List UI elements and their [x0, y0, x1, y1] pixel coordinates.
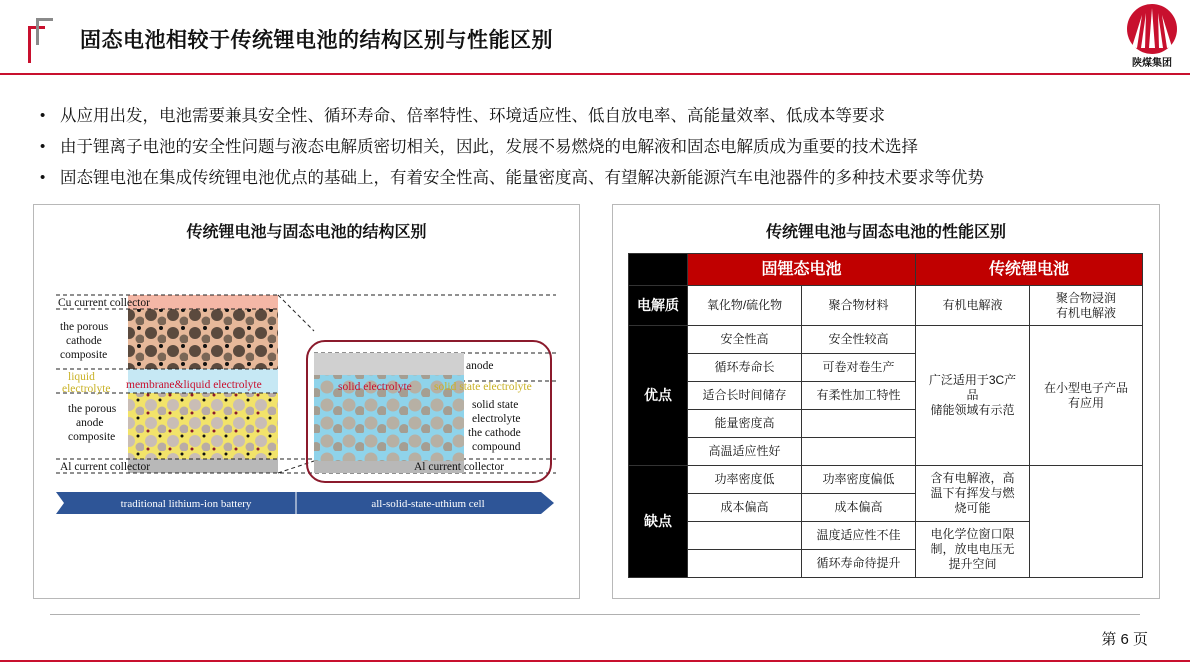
- table-cell: [688, 550, 802, 578]
- table-row: [629, 286, 1143, 326]
- cell-line: 有机电解液: [1055, 305, 1116, 320]
- cell-line: 含有电解液，高: [930, 471, 1015, 485]
- table-cell: 可卷对卷生产: [802, 354, 916, 382]
- table-cell: 成本偏高: [688, 494, 802, 522]
- ss-anode-label: anode: [466, 360, 494, 372]
- cathode-layer: [128, 309, 278, 369]
- table-cell: 能量密度高: [688, 410, 802, 438]
- table-row: [629, 466, 1143, 494]
- anode-label: the porous: [68, 403, 117, 415]
- battery-structure-diagram: [56, 289, 556, 524]
- cell-line: 有应用: [1067, 395, 1104, 410]
- ss-anode-layer: [314, 353, 464, 375]
- row-header-electrolyte: 电解质: [629, 286, 688, 326]
- company-logo-text: 陕煤集团: [1132, 58, 1172, 69]
- ss-al-collector-label: Al current collector: [414, 461, 505, 473]
- title-bracket-icon: [28, 18, 54, 60]
- structure-panel: [33, 204, 580, 599]
- performance-panel-title: 传统锂电池与固态电池的性能区别: [765, 224, 1006, 241]
- bullet-item: • 从应用出发，电池需要兼具安全性、循环寿命、倍率特性、环境适应性、低自放电率、高能量效率、低成本等要求: [40, 104, 984, 135]
- table-cell: [802, 410, 916, 438]
- table-cell: 氧化物/硫化物: [688, 286, 802, 326]
- ss-cathode-label: the cathode: [468, 427, 521, 439]
- cu-collector-layer: [128, 295, 278, 309]
- col-header-solid: 固锂态电池: [688, 254, 916, 286]
- table-cell: [688, 522, 802, 550]
- table-cell: 适合长时间储存: [688, 382, 802, 410]
- liquid-electrolyte-label: liquid: [68, 371, 95, 383]
- cathode-label: cathode: [66, 335, 102, 347]
- table-cell: 功率密度低: [688, 466, 802, 494]
- table-cell: [802, 438, 916, 466]
- anode-label: composite: [68, 431, 116, 443]
- cathode-label: the porous: [60, 321, 109, 333]
- cell-line: 制，放电电压无: [930, 542, 1015, 556]
- footer-divider: [50, 614, 1140, 615]
- solid-state-battery-label: all-solid-state-uthium cell: [371, 498, 485, 510]
- cell-line: 品: [966, 388, 979, 402]
- table-cell: 有柔性加工特性: [802, 382, 916, 410]
- traditional-battery-label: traditional lithium-ion battery: [120, 498, 252, 510]
- liquid-electrolyte-label: electrolyte: [62, 383, 111, 395]
- table-cell: 安全性高: [688, 326, 802, 354]
- table-row: [629, 326, 1143, 354]
- ss-electrolyte-label: electrolyte: [472, 413, 521, 425]
- anode-layer: [128, 393, 278, 459]
- cu-collector-label: Cu current collector: [58, 297, 150, 309]
- bottom-divider: [0, 660, 1190, 662]
- cell-line: 储能领域有示范: [930, 403, 1015, 417]
- table-header-row: [629, 254, 1143, 286]
- table-cell: 聚合物材料: [802, 286, 916, 326]
- table-cell: [916, 326, 1030, 466]
- page-title: 固态电池相较于传统锂电池的结构区别与性能区别: [80, 29, 553, 52]
- bullet-item: • 固态锂电池在集成传统锂电池优点的基础上，有着安全性高、能量密度高、有望解决新能源汽车电池器件的多种技术要求等优势: [40, 166, 984, 197]
- table-cell: 安全性较高: [802, 326, 916, 354]
- cell-line: 在小型电子产品: [1043, 380, 1128, 395]
- anode-label: anode: [76, 417, 104, 429]
- al-collector-layer: [128, 459, 278, 473]
- table-cell: 循环寿命长: [688, 354, 802, 382]
- structure-panel-title: 传统锂电池与固态电池的结构区别: [186, 224, 427, 241]
- cell-line: 聚合物浸润: [1055, 290, 1116, 305]
- performance-panel: [612, 204, 1160, 599]
- solid-state-electrolyte-label: solid state electrolyte: [434, 381, 532, 393]
- bullet-item: • 由于锂离子电池的安全性问题与液态电解质密切相关，因此，发展不易燃烧的电解液和固态电解质成为重要的技术选择: [40, 135, 984, 166]
- page-number: 第 6 页: [1101, 631, 1148, 648]
- table-cell: 高温适应性好: [688, 438, 802, 466]
- col-header-traditional: 传统锂电池: [916, 254, 1143, 286]
- table-cell: [916, 466, 1030, 522]
- ss-electrolyte-label: solid state: [472, 399, 519, 411]
- cell-line: 温下有挥发与燃: [930, 486, 1015, 500]
- cell-line: 烧可能: [954, 501, 991, 515]
- table-cell: [1030, 466, 1143, 578]
- membrane-label: membrane&liquid electrolyte: [126, 379, 262, 391]
- table-cell: 成本偏高: [802, 494, 916, 522]
- row-header-advantages: 优点: [629, 326, 688, 466]
- cell-line: 电化学位窗口限: [930, 527, 1015, 541]
- header-divider: [0, 73, 1190, 75]
- cell-line: 提升空间: [948, 557, 997, 571]
- table-cell: [1030, 286, 1143, 326]
- table-cell: 有机电解液: [916, 286, 1030, 326]
- al-collector-label: Al current collector: [60, 461, 151, 473]
- row-header-disadvantages: 缺点: [629, 466, 688, 578]
- cell-line: 广泛适用于3C产: [928, 373, 1017, 387]
- solid-electrolyte-label: solid electrolyte: [338, 381, 412, 393]
- table-cell: 功率密度偏低: [802, 466, 916, 494]
- bullet-list: [40, 104, 984, 197]
- table-cell: [916, 522, 1030, 578]
- table-cell: [1030, 326, 1143, 466]
- performance-table: [628, 253, 1143, 578]
- table-cell: 温度适应性不佳: [802, 522, 916, 550]
- table-cell: 循环寿命待提升: [802, 550, 916, 578]
- ss-cathode-label: compound: [472, 441, 521, 453]
- cathode-label: composite: [60, 349, 108, 361]
